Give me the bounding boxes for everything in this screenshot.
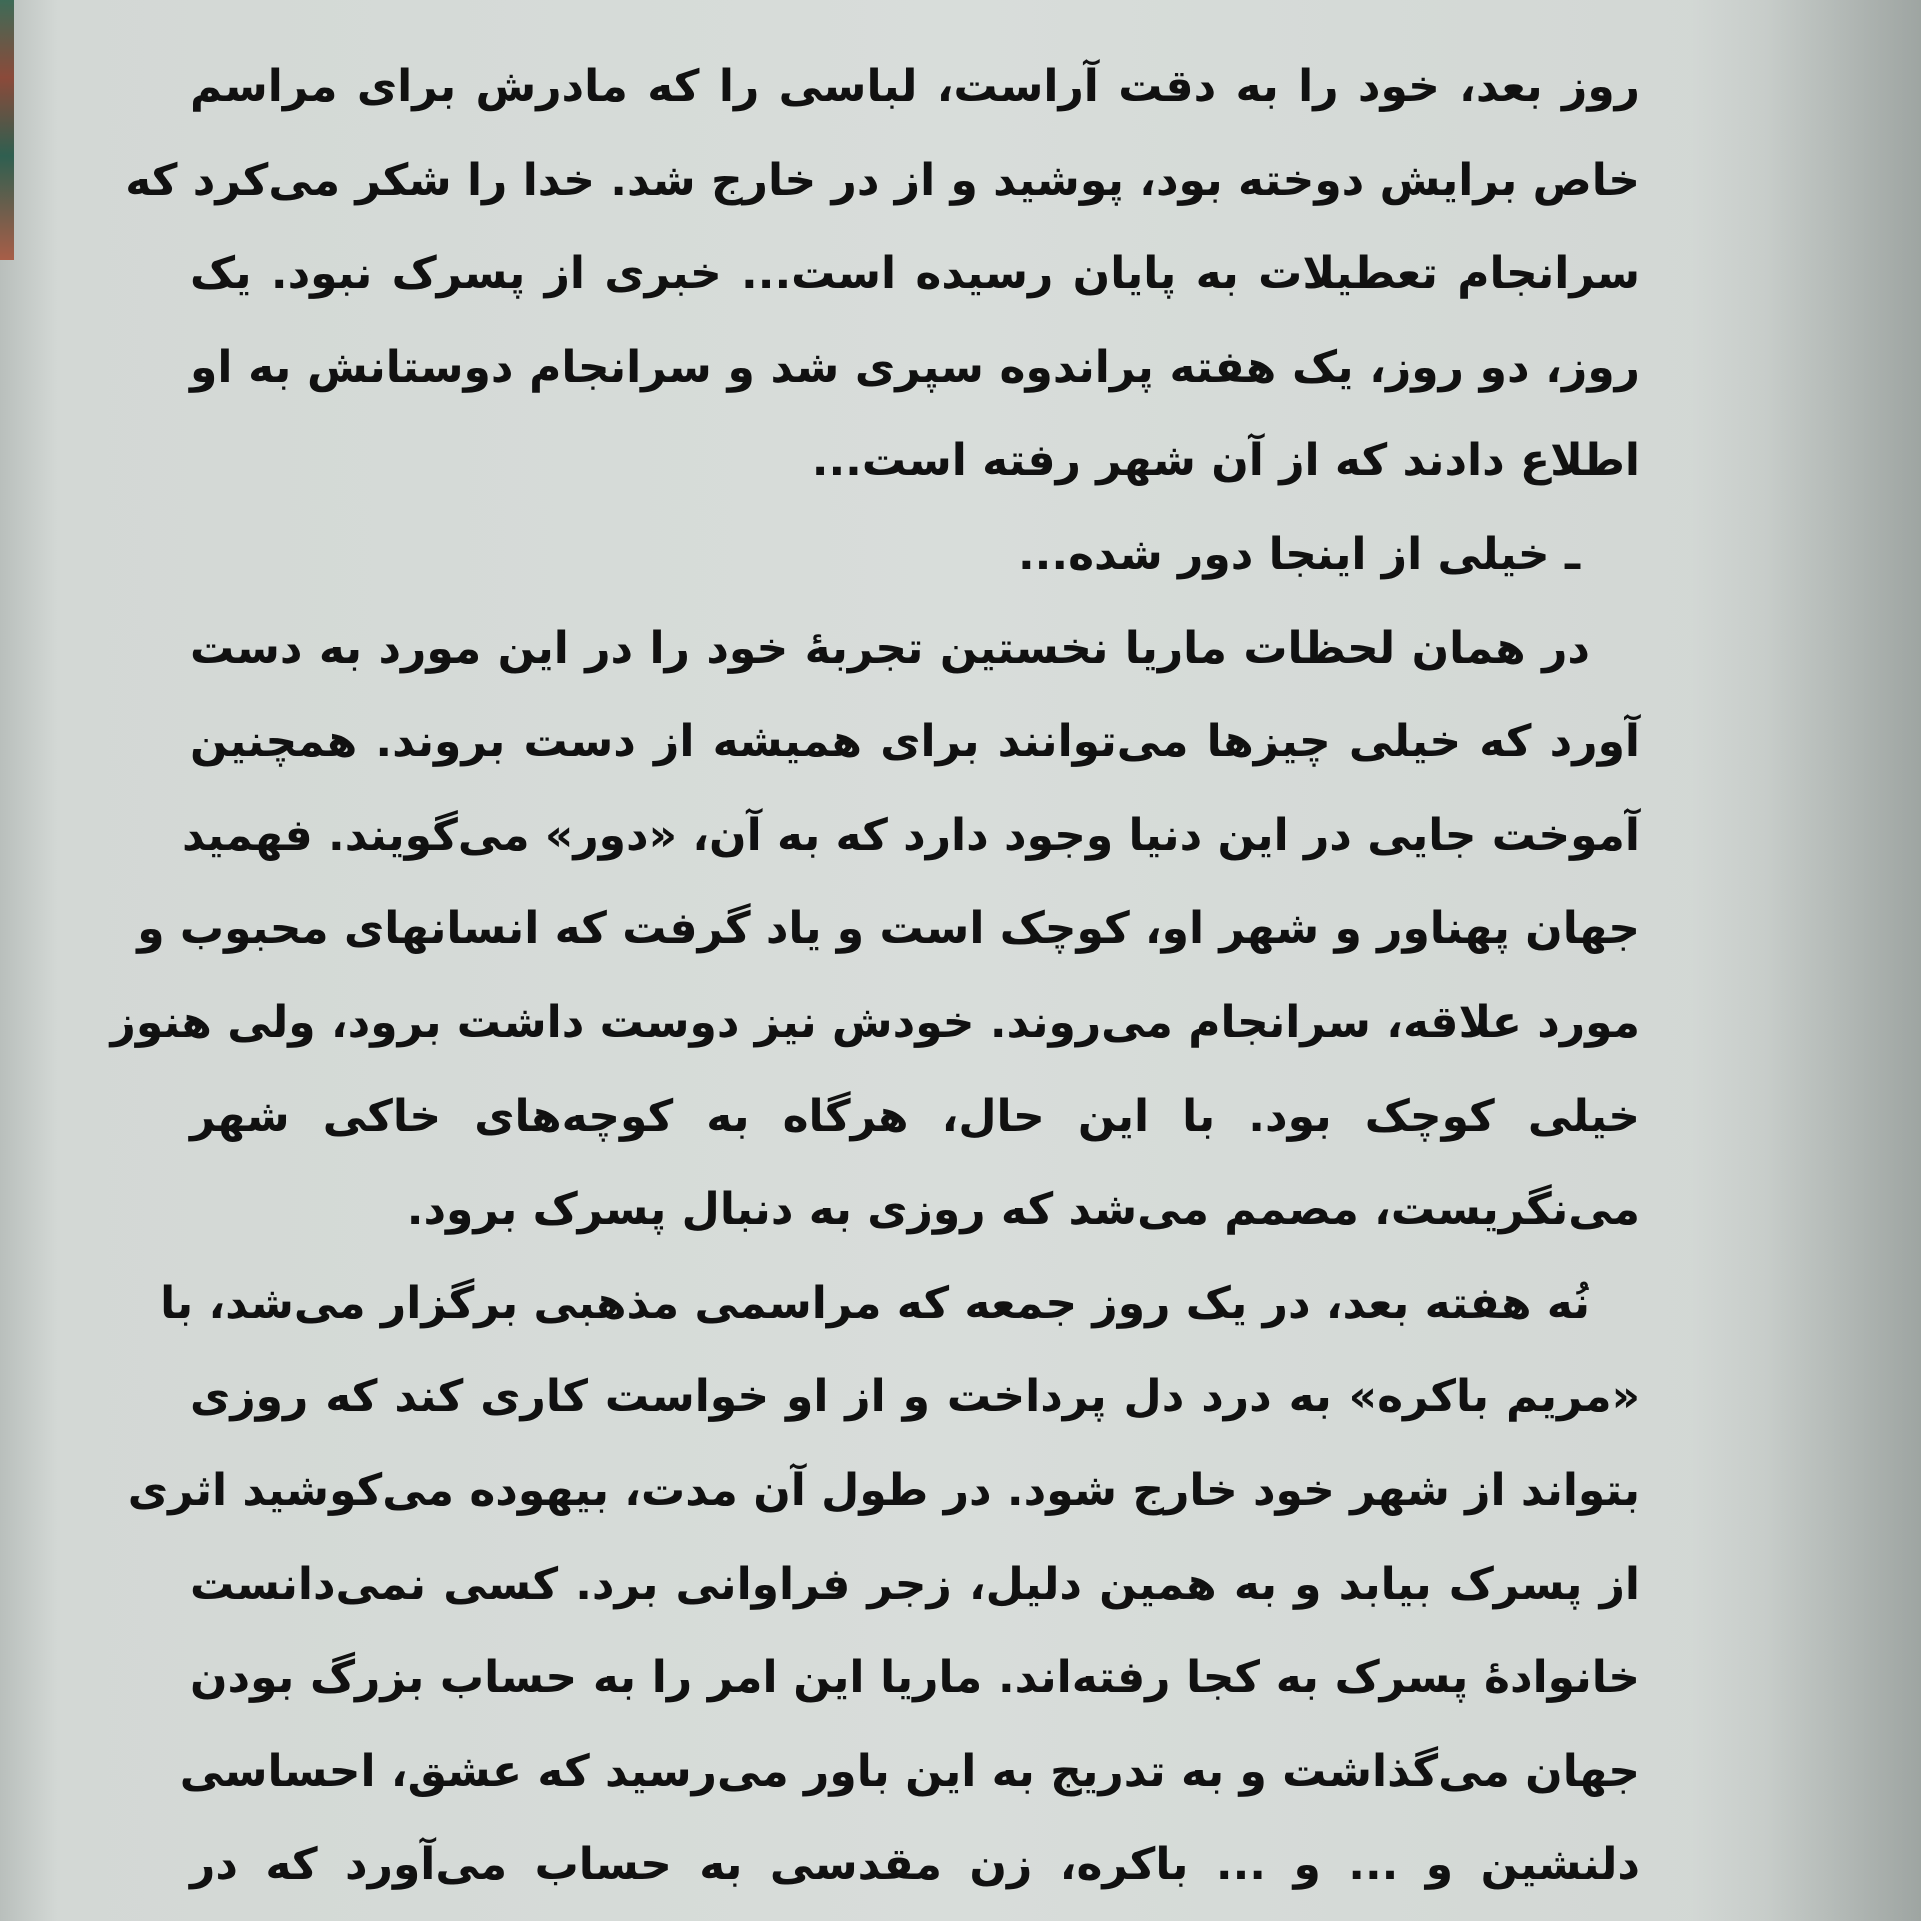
- text-line: خاص برایش دوخته بود، پوشید و از در خارج شد. خدا را شکر می‌کرد که: [125, 154, 1640, 206]
- text-line: اطلاع دادند که از آن شهر رفته است...: [811, 435, 1640, 487]
- book-cover-edge: [0, 0, 14, 260]
- dialog-line: ـ خیلی از اینجا دور شده...: [1017, 528, 1580, 580]
- page-text: [110, 40, 1640, 1912]
- text-line: بتواند از شهر خود خارج شود. در طول آن مدت، بیهوده می‌کوشید اثری: [127, 1464, 1640, 1516]
- text-line: خیلی کوچک بود. با این حال، هرگاه به کوچه‌های خاکی شهر: [190, 1090, 1640, 1142]
- text-line: آموخت جایی در این دنیا وجود دارد که به آن، «دور» می‌گویند. فهمید: [182, 809, 1640, 861]
- text-line: مورد علاقه، سرانجام می‌روند. خودش نیز دوست داشت برود، ولی هنوز: [110, 996, 1640, 1048]
- text-line: آورد که خیلی چیزها می‌توانند برای همیشه از دست بروند. همچنین: [190, 716, 1640, 768]
- text-line: روز، دو روز، یک هفته پراندوه سپری شد و سرانجام دوستانش به او: [190, 341, 1640, 393]
- text-line: در همان لحظات ماریا نخستین تجربهٔ خود را در این مورد به دست: [190, 622, 1590, 674]
- text-line: سرانجام تعطیلات به پایان رسیده است... خبری از پسرک نبود. یک: [190, 248, 1640, 300]
- text-line: روز بعد، خود را به دقت آراست، لباسی را که مادرش برای مراسم: [190, 61, 1640, 112]
- text-line: جهان پهناور و شهر او، کوچک است و یاد گرفت که انسانهای محبوب و: [137, 903, 1640, 955]
- page-gutter-shadow: [1691, 0, 1921, 1921]
- text-line: می‌نگریست، مصمم می‌شد که روزی به دنبال پسرک برود.: [406, 1184, 1640, 1236]
- text-line: دلنشین و ... و ... باکره، زن مقدسی به حساب می‌آورد که در: [190, 1839, 1640, 1891]
- text-line: از پسرک بیابد و به همین دلیل، زجر فراوانی برد. کسی نمی‌دانست: [190, 1558, 1640, 1610]
- text-line: «مریم باکره» به درد دل پرداخت و از او خواست کاری کند که روزی: [190, 1371, 1640, 1423]
- text-line: نُه هفته بعد، در یک روز جمعه که مراسمی مذهبی برگزار می‌شد، با: [160, 1277, 1590, 1329]
- text-line: خانوادهٔ پسرک به کجا رفته‌اند. ماریا این امر را به حساب بزرگ بودن: [190, 1652, 1640, 1704]
- text-line: جهان می‌گذاشت و به تدریج به این باور می‌رسید که عشق، احساسی: [179, 1745, 1640, 1797]
